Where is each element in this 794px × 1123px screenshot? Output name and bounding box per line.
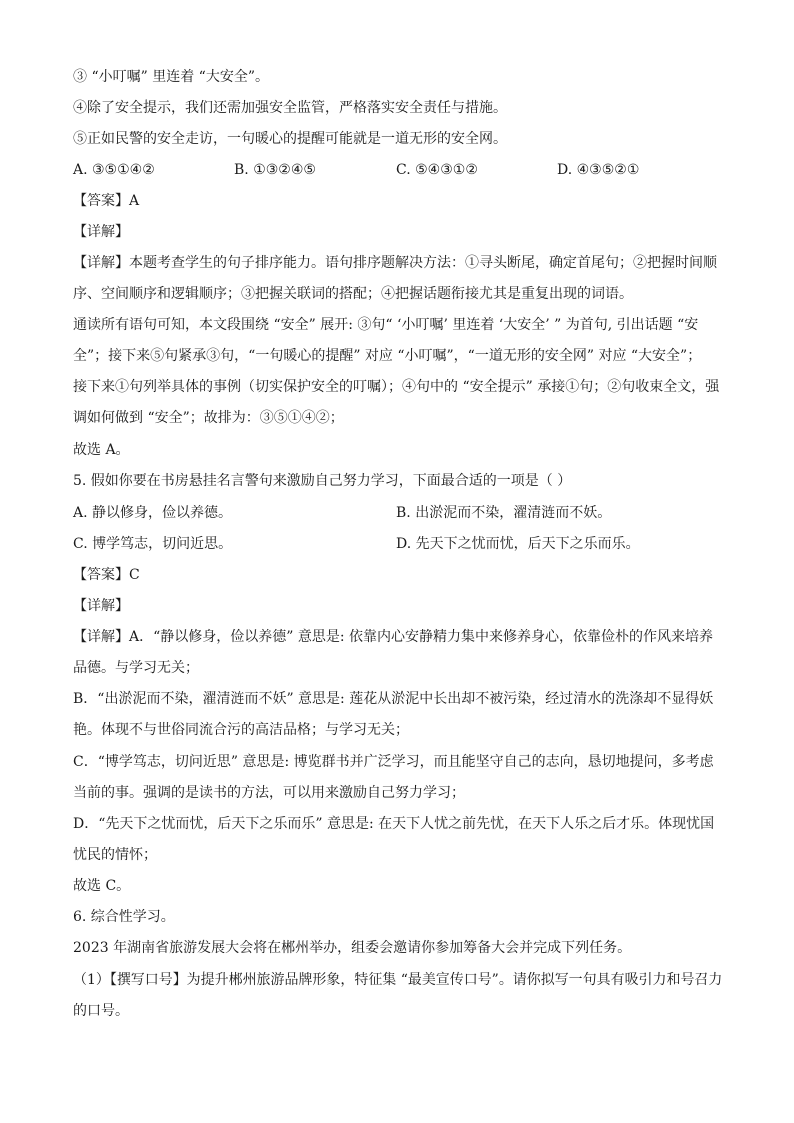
q5-detail-line: 艳。体现不与世俗同流合污的高洁品格；与学习无关； xyxy=(73,722,409,738)
q5-detail-line: 【详解】A．“静以修身，俭以养德” 意思是: 依靠内心安静精力集中来修养身心，依靠俭朴的作风来培养 xyxy=(73,629,714,645)
q5-detail-heading: 【详解】 xyxy=(73,598,129,614)
q4-option-d: D. ④③⑤②① xyxy=(557,162,640,178)
q5-option-a: A. 静以修身，俭以养德。 xyxy=(73,505,233,521)
q4-option-a: A. ③⑤①④② xyxy=(73,162,155,178)
q5-detail-line: D．“先天下之忧而忧，后天下之乐而乐” 意思是: 在天下人忧之前先忧，在天下人乐之后才乐。体现忧国 xyxy=(73,816,715,832)
q6-task1-line: 的口号。 xyxy=(73,1003,129,1019)
q6-stem: 6. 综合性学习。 xyxy=(73,909,175,925)
q4-detail-line: 调如何做到 “安全”；故排为：③⑤①④②； xyxy=(73,410,344,426)
q6-task1-line: （1）【撰写口号】为提升郴州旅游品牌形象，特征集 “最美宣传口号”。请你拟写一句具有吸引力和号召力 xyxy=(73,972,723,988)
q4-option-c: C. ⑤④③①② xyxy=(396,162,478,178)
q5-option-c: C. 博学笃志，切问近思。 xyxy=(73,536,233,552)
sentence-4: ④除了安全提示，我们还需加强安全监管，严格落实安全责任与措施。 xyxy=(73,100,507,116)
q5-stem: 5. 假如你要在书房悬挂名言警句来激励自己努力学习，下面最合适的一项是（ ） xyxy=(73,473,572,489)
q4-answer: 【答案】A xyxy=(73,193,140,209)
q5-detail-line: B．“出淤泥而不染，濯清涟而不妖” 意思是: 莲花从淤泥中长出却不被污染，经过清水的洗涤却不显得妖 xyxy=(73,691,714,707)
q5-answer: 【答案】C xyxy=(73,567,140,583)
q5-choose: 故选 C。 xyxy=(73,878,131,894)
q5-detail-line: C．“博学笃志，切问近思” 意思是: 博览群书并广泛学习，而且能坚守自己的志向，恳切地提问，多考虑 xyxy=(73,754,714,770)
q5-option-d: D. 先天下之忧而忧，后天下之乐而乐。 xyxy=(396,536,640,552)
q5-option-b: B. 出淤泥而不染，濯清涟而不妖。 xyxy=(396,505,612,521)
q4-detail-heading: 【详解】 xyxy=(73,224,129,240)
q4-detail-line: 通读所有语句可知，本文段围绕 “安全” 展开: ③句“ ‘小叮嘱’ 里连着 ‘大安全’ ” 为首句, 引出话题 “安 xyxy=(73,317,699,333)
q5-detail-line: 品德。与学习无关； xyxy=(73,660,199,676)
q5-detail-line: 当前的事。强调的是读书的方法，可以用来激励自己努力学习； xyxy=(73,785,465,801)
q4-detail-line: 【详解】本题考查学生的句子排序能力。语句排序题解决方法：①寻头断尾，确定首尾句；②把握时间顺 xyxy=(73,255,717,271)
q4-detail-line: 序、空间顺序和逻辑顺序；③把握关联词的搭配；④把握话题衔接尤其是重复出现的词语。 xyxy=(73,286,633,302)
q4-option-b: B. ①③②④⑤ xyxy=(234,162,316,178)
sentence-3: ③ “小叮嘱” 里连着 “大安全”。 xyxy=(73,69,269,85)
sentence-5: ⑤正如民警的安全走访，一句暖心的提醒可能就是一道无形的安全网。 xyxy=(73,131,507,147)
q4-detail-line: 接下来①句列举具体的事例（切实保护安全的叮嘱）；④句中的 “安全提示” 承接①句；②句收束全文，强 xyxy=(73,379,720,395)
q6-intro: 2023 年湖南省旅游发展大会将在郴州举办，组委会邀请你参加筹备大会并完成下列任务。 xyxy=(73,940,632,956)
q5-detail-line: 忧民的情怀； xyxy=(73,847,157,863)
q4-choose: 故选 A。 xyxy=(73,442,130,458)
q4-detail-line: 全”；接下来⑤句紧承③句，“一句暖心的提醒” 对应 “小叮嘱”，“一道无形的安全网” 对应 “大安全”； xyxy=(73,348,702,364)
